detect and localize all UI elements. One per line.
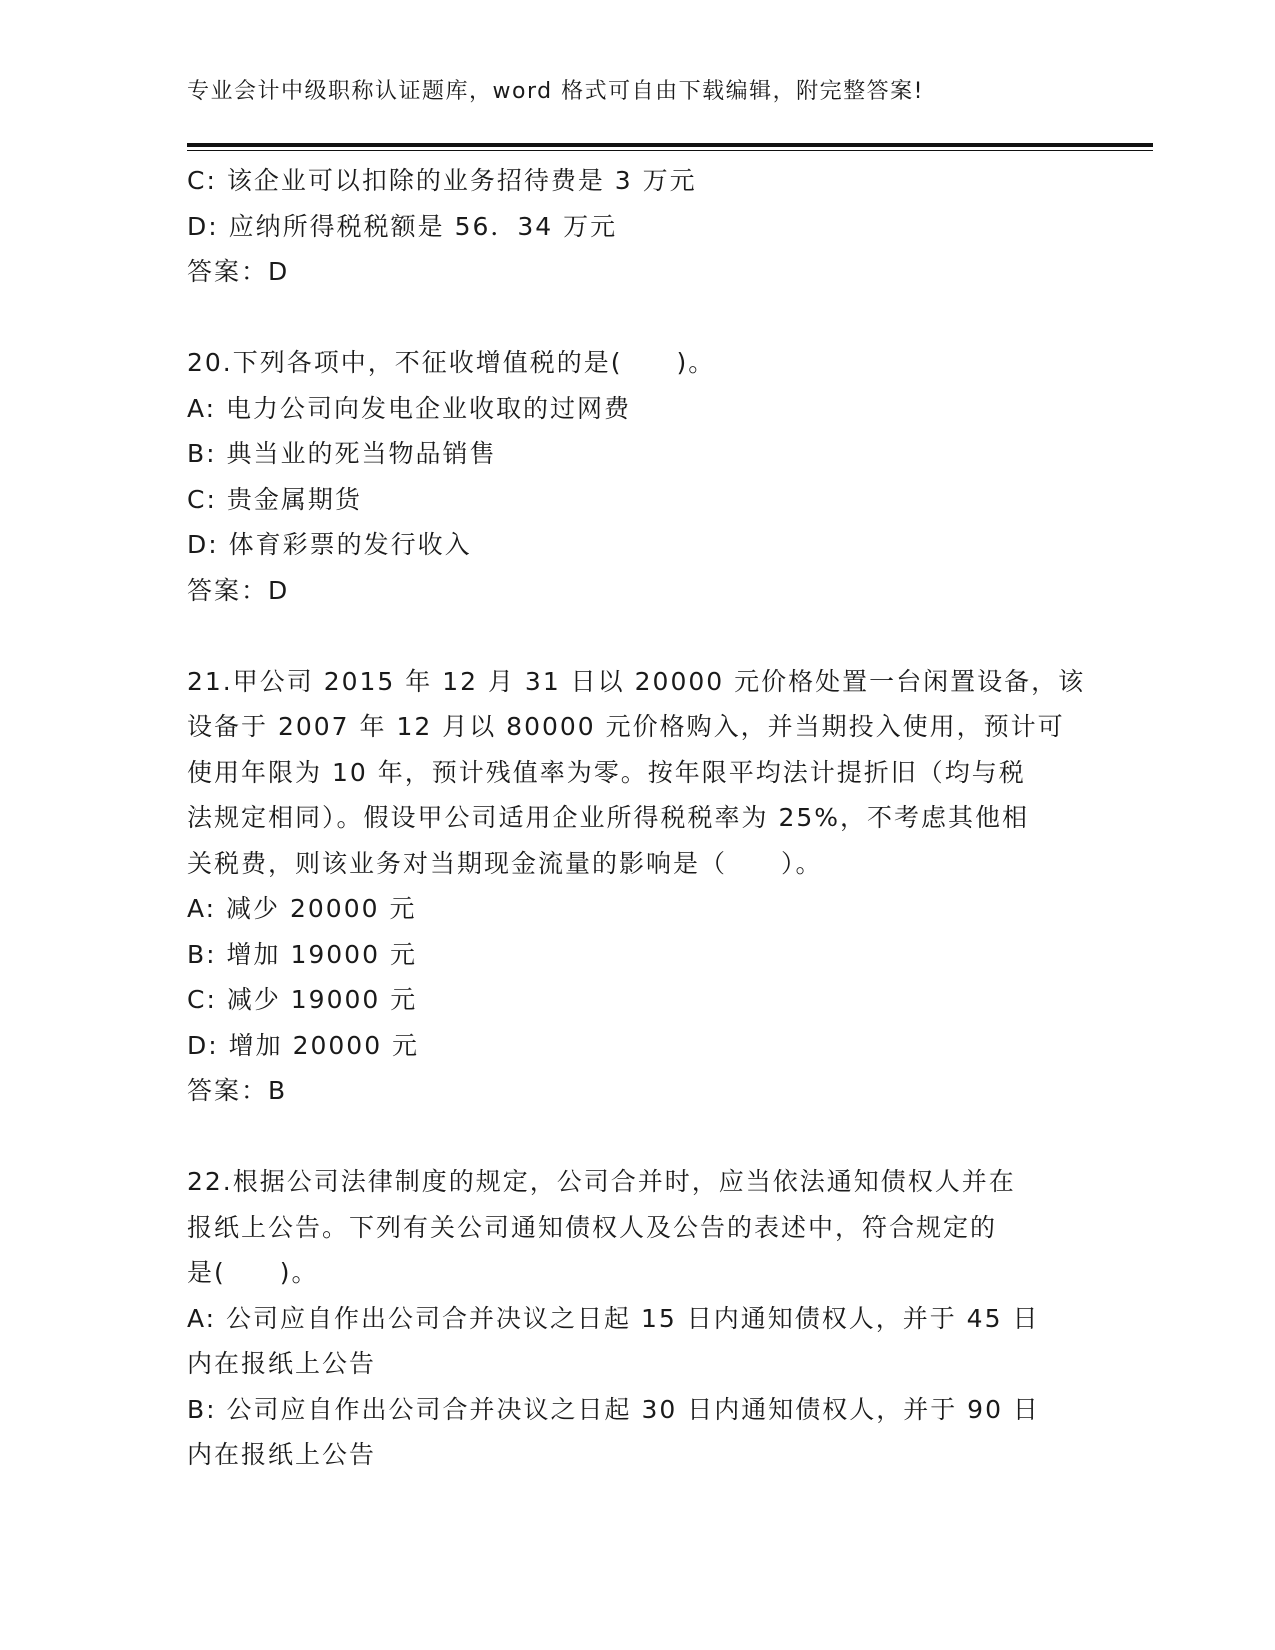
question-content	[187, 158, 1087, 1478]
q21-question-line: 法规定相同）。假设甲公司适用企业所得税税率为 25%，不考虑其他相	[187, 803, 1030, 832]
q21-option-d: D: 增加 20000 元	[187, 1030, 420, 1060]
q21-answer: 答案：B	[187, 1076, 288, 1105]
q20-option-c: C: 贵金属期货	[187, 484, 362, 514]
q20-question: 20.下列各项中，不征收增值税的是( )。	[187, 348, 716, 377]
q21-question-line: 21.甲公司 2015 年 12 月 31 日以 20000 元价格处置一台闲置设备，该	[187, 666, 1086, 696]
q21-option-a: A: 减少 20000 元	[187, 894, 417, 923]
page-header: 专业会计中级职称认证题库，word 格式可自由下载编辑，附完整答案!	[187, 79, 924, 104]
q20-option-b: B: 典当业的死当物品销售	[187, 439, 497, 468]
spacer	[187, 613, 1087, 659]
q21-question-line: 设备于 2007 年 12 月以 80000 元价格购入，并当期投入使用，预计可	[187, 712, 1065, 741]
q20-answer: 答案：D	[187, 575, 290, 605]
q20-option-a: A: 电力公司向发电企业收取的过网费	[187, 393, 632, 423]
q22-question-line: 22.根据公司法律制度的规定，公司合并时，应当依法通知债权人并在	[187, 1167, 1016, 1196]
q22-option-a-line: A: 公司应自作出公司合并决议之日起 15 日内通知债权人，并于 45 日	[187, 1303, 1040, 1333]
q20-option-d: D: 体育彩票的发行收入	[187, 530, 472, 559]
q19-answer: 答案：D	[187, 257, 290, 286]
spacer	[187, 295, 1087, 341]
header-rule-thick	[187, 143, 1153, 147]
q21-question-line: 关税费，则该业务对当期现金流量的影响是（ ）。	[187, 848, 823, 878]
q21-question-line: 使用年限为 10 年，预计残值率为零。按年限平均法计提折旧（均与税	[187, 757, 1026, 787]
q22-question-line: 报纸上公告。下列有关公司通知债权人及公告的表述中，符合规定的	[187, 1212, 998, 1242]
q22-question-line: 是( )。	[187, 1258, 319, 1287]
header-rule-thin	[187, 150, 1153, 151]
q19-option-d: D: 应纳所得税税额是 56．34 万元	[187, 211, 618, 241]
q21-option-b: B: 增加 19000 元	[187, 939, 417, 969]
q19-option-c: C: 该企业可以扣除的业务招待费是 3 万元	[187, 166, 697, 195]
q22-option-b-line: 内在报纸上公告	[187, 1440, 377, 1469]
q22-option-b-line: B: 公司应自作出公司合并决议之日起 30 日内通知债权人，并于 90 日	[187, 1394, 1040, 1424]
q21-option-c: C: 减少 19000 元	[187, 985, 418, 1014]
spacer	[187, 1114, 1087, 1160]
q22-option-a-line: 内在报纸上公告	[187, 1349, 377, 1378]
